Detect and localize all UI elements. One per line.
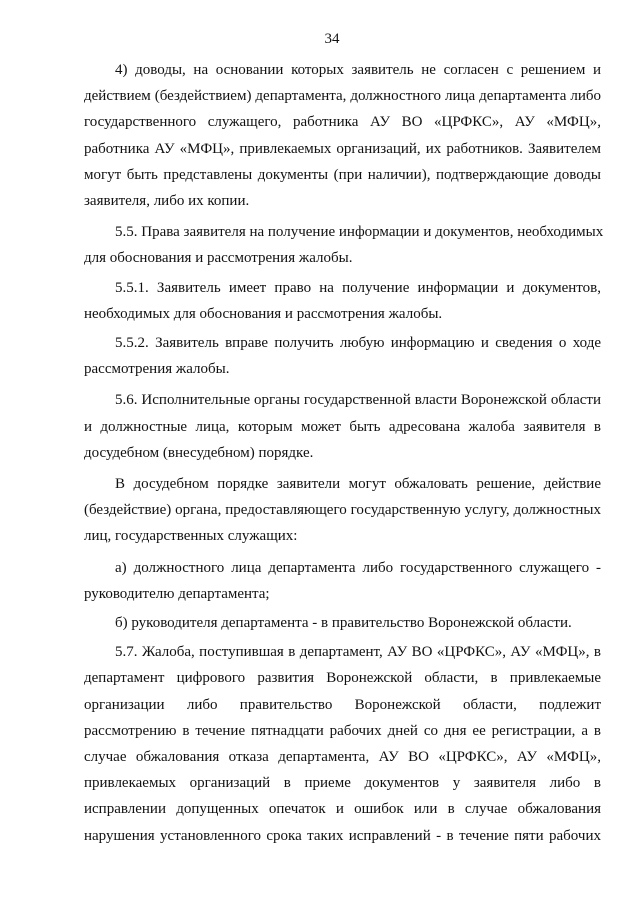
text-line: рассмотрению в течение пятнадцати рабочих дней со дня ее регистрации, а в: [84, 722, 601, 739]
paragraph: [84, 57, 601, 214]
paragraph: [84, 219, 604, 271]
text-line: б) руководителя департамента - в правительство Воронежской области.: [115, 615, 572, 632]
text-line: департамент цифрового развития Воронежской области, в привлекаемые: [84, 670, 601, 687]
text-line: рассмотрения жалобы.: [84, 361, 230, 378]
text-line: а) должностного лица департамента либо государственного служащего -: [115, 559, 601, 576]
text-line: работника АУ «МФЦ», привлекаемых организаций, их работников. Заявителем: [84, 140, 601, 157]
text-line: 5.7. Жалоба, поступившая в департамент, АУ ВО «ЦРФКС», АУ «МФЦ», в: [115, 644, 601, 661]
document-body: [84, 57, 604, 849]
text-line: руководителю департамента;: [84, 585, 270, 602]
paragraph: [84, 610, 601, 636]
text-line: могут быть представлены документы (при наличии), подтверждающие доводы: [84, 166, 601, 183]
paragraph: [84, 330, 601, 382]
paragraph: [84, 275, 601, 327]
text-line: досудебном (внесудебном) порядке.: [84, 444, 314, 461]
paragraph: [84, 555, 601, 607]
text-line: нарушения установленного срока таких исправлений - в течение пяти рабочих: [84, 827, 601, 844]
text-line: лиц, государственных служащих:: [84, 528, 298, 545]
text-line: заявителя, либо их копии.: [84, 193, 250, 210]
text-line: случае обжалования отказа департамента, АУ ВО «ЦРФКС», АУ «МФЦ»,: [84, 749, 601, 766]
text-line: для обоснования и рассмотрения жалобы.: [84, 250, 353, 267]
text-line: исправлении допущенных опечаток и ошибок или в случае обжалования: [84, 801, 601, 818]
paragraph: [84, 639, 601, 849]
text-line: 5.5.2. Заявитель вправе получить любую информацию и сведения о ходе: [115, 335, 601, 352]
text-line: государственного служащего, работника АУ ВО «ЦРФКС», АУ «МФЦ»,: [84, 114, 601, 131]
text-line: и должностные лица, которым может быть адресована жалоба заявителя в: [84, 418, 601, 435]
text-line: 4) доводы, на основании которых заявитель не согласен с решением и: [115, 62, 601, 78]
text-line: действием (бездействием) департамента, должностного лица департамента либо: [84, 88, 601, 105]
text-line: 5.6. Исполнительные органы государственной власти Воронежской области: [115, 392, 601, 409]
text-line: 5.5.1. Заявитель имеет право на получение информации и документов,: [115, 279, 601, 296]
text-line: (бездействие) органа, предоставляющего государственную услугу, должностных: [84, 502, 601, 519]
paragraph: [84, 387, 601, 466]
text-line: организации либо правительство Воронежской области, подлежит: [84, 696, 601, 713]
page-number: 34: [324, 31, 340, 47]
text-line: 5.5. Права заявителя на получение информации и документов, необходимых: [115, 224, 604, 241]
paragraph: [84, 471, 601, 550]
text-line: В досудебном порядке заявители могут обжаловать решение, действие: [115, 476, 601, 493]
text-line: привлекаемых организаций в приеме документов у заявителя либо в: [84, 775, 601, 792]
text-line: необходимых для обоснования и рассмотрения жалобы.: [84, 305, 443, 322]
